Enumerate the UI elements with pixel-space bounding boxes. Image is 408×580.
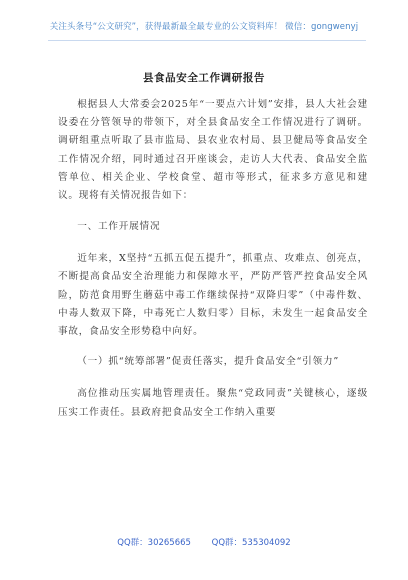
footer-qq-group-1: QQ群：30265665 [117, 538, 191, 548]
intro-paragraph: 根据县人大常委会2025年“一要点六计划”安排，县人大社会建设委在分管领导的带领下，对全县食品安全工作情况进行了调研。调研组重点听取了县市监局、县农业农村局、县卫健局等食品安全工作情况介绍，同时通过召开座谈会，走访人大代表、食品安全监管单位、相关企业、学校食堂、超市等形式，征求多方意见和建议。现将有关情况报告如下： [58, 99, 368, 202]
subsection1-paragraph: 高位推动压实属地管理责任。聚焦“党政同责”关键核心，逐级压实工作责任。县政府把食品安全工作纳入重要 [58, 388, 368, 418]
subsection-heading-1: （一）抓“统筹部署”促责任落实，提升食品安全“引领力” [77, 356, 340, 368]
footer-qq-group-2: QQ群：535304092 [211, 538, 291, 548]
section1-paragraph: 近年来，X坚持“五抓五促五提升”，抓重点、攻难点、创亮点，不断提高食品安全治理能力和保障水平，严防严管严控食品安全风险，防范食用野生蘑菇中毒工作继续保持“双降归零”（中毒件数、中毒人数双下降，中毒死亡人数归零）目标，未发生一起食品安全事故，食品安全形势稳中向好。 [58, 253, 368, 338]
section-heading-1: 一、工作开展情况 [77, 221, 161, 233]
footer-qq-groups [0, 536, 408, 548]
header-banner: 关注头条号“公文研究”，获得最新最全最专业的公文资料库！ 微信：gongwenyj [49, 22, 359, 32]
document-body [58, 96, 368, 422]
header-divider [48, 40, 366, 41]
document-title: 县食品安全工作调研报告 [142, 72, 266, 84]
